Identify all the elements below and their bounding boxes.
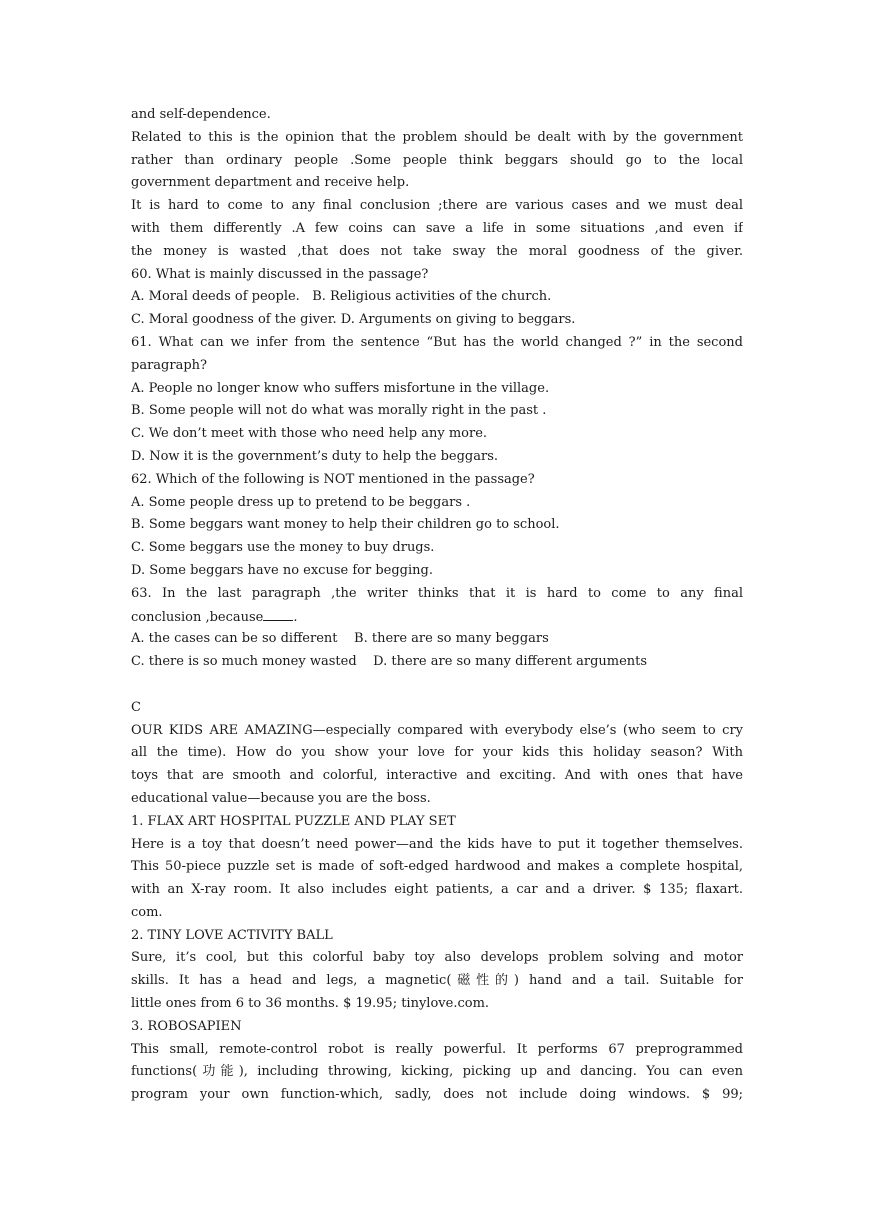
question-62-option-c: C. Some beggars use the money to buy drugs.: [131, 540, 435, 556]
question-60: 60. What is mainly discussed in the passage?: [131, 266, 429, 282]
text-line: toys that are smooth and colorful, interactive and exciting. And with ones that have: [131, 768, 743, 784]
question-61-option-c: C. We don’t meet with those who need help any more.: [131, 426, 488, 442]
text-line: and self-dependence.: [131, 107, 271, 122]
text-line: educational value—because you are the boss.: [131, 790, 431, 806]
question-62: 62. Which of the following is NOT mentioned in the passage?: [131, 471, 535, 487]
item-heading-2: 2. TINY LOVE ACTIVITY BALL: [131, 927, 333, 943]
question-62-option-d: D. Some beggars have no excuse for begging.: [131, 562, 433, 578]
document-page: [131, 104, 743, 1107]
text-line: Related to this is the opinion that the problem should be dealt with by the government: [131, 129, 743, 145]
text-line: little ones from 6 to 36 months. $ 19.95; tinylove.com.: [131, 996, 490, 1012]
item-heading-3: 3. ROBOSAPIEN: [131, 1018, 242, 1034]
question-61-cont: paragraph?: [131, 357, 207, 373]
section-heading-c: C: [131, 699, 141, 715]
question-61-option-b: B. Some people will not do what was morally right in the past .: [131, 403, 547, 419]
text-line: the money is wasted ,that does not take sway the moral goodness of the giver.: [131, 243, 743, 259]
text-line: It is hard to come to any final conclusion ;there are various cases and we must deal: [131, 198, 743, 214]
text-line: with them differently .A few coins can save a life in some situations ,and even if: [131, 220, 743, 236]
text-line: skills. It has a head and legs, a magnetic(磁性的) hand and a tail. Suitable for: [131, 973, 743, 989]
question-63-options-ab: A. the cases can be so different B. there are so many beggars: [131, 631, 549, 647]
text-line: all the time). How do you show your love for your kids this holiday season? With: [131, 745, 743, 761]
question-63-period: .: [293, 609, 298, 625]
text-line: government department and receive help.: [131, 175, 410, 191]
question-60-options-cd: C. Moral goodness of the giver. D. Arguments on giving to beggars.: [131, 312, 576, 328]
item-heading-1: 1. FLAX ART HOSPITAL PUZZLE AND PLAY SET: [131, 813, 456, 829]
question-61: 61. What can we infer from the sentence “But has the world changed ?” in the second: [131, 334, 743, 350]
text-line: functions(功能), including throwing, kicking, picking up and dancing. You can even: [131, 1064, 743, 1080]
question-60-options-ab: A. Moral deeds of people. B. Religious activities of the church.: [131, 289, 552, 305]
question-63-text: conclusion ,because: [131, 609, 264, 625]
question-63: 63. In the last paragraph ,the writer thinks that it is hard to come to any final: [131, 585, 743, 601]
answer-blank: [263, 606, 293, 621]
question-62-option-b: B. Some beggars want money to help their children go to school.: [131, 517, 560, 533]
question-63-options-cd: C. there is so much money wasted D. there are so many different arguments: [131, 654, 648, 670]
spacer: [131, 674, 743, 697]
question-61-option-a: A. People no longer know who suffers misfortune in the village.: [131, 380, 550, 396]
text-line: OUR KIDS ARE AMAZING—especially compared with everybody else’s (who seem to cry: [131, 722, 743, 738]
question-63-cont: [131, 606, 743, 629]
text-line: rather than ordinary people .Some people think beggars should go to the local: [131, 152, 743, 168]
text-line: with an X-ray room. It also includes eight patients, a car and a driver. $ 135; flaxart.: [131, 882, 743, 898]
text-line: Here is a toy that doesn’t need power—and the kids have to put it together themselves.: [131, 836, 743, 852]
text-line: Sure, it’s cool, but this colorful baby toy also develops problem solving and motor: [131, 950, 743, 966]
question-61-option-d: D. Now it is the government’s duty to help the beggars.: [131, 448, 499, 464]
text-line: program your own function-which, sadly, does not include doing windows. $ 99;: [131, 1087, 743, 1103]
text-line: com.: [131, 904, 163, 920]
text-line: This 50-piece puzzle set is made of soft-edged hardwood and makes a complete hospital,: [131, 859, 743, 875]
question-62-option-a: A. Some people dress up to pretend to be beggars .: [131, 494, 471, 510]
text-line: This small, remote-control robot is really powerful. It performs 67 preprogrammed: [131, 1041, 743, 1057]
